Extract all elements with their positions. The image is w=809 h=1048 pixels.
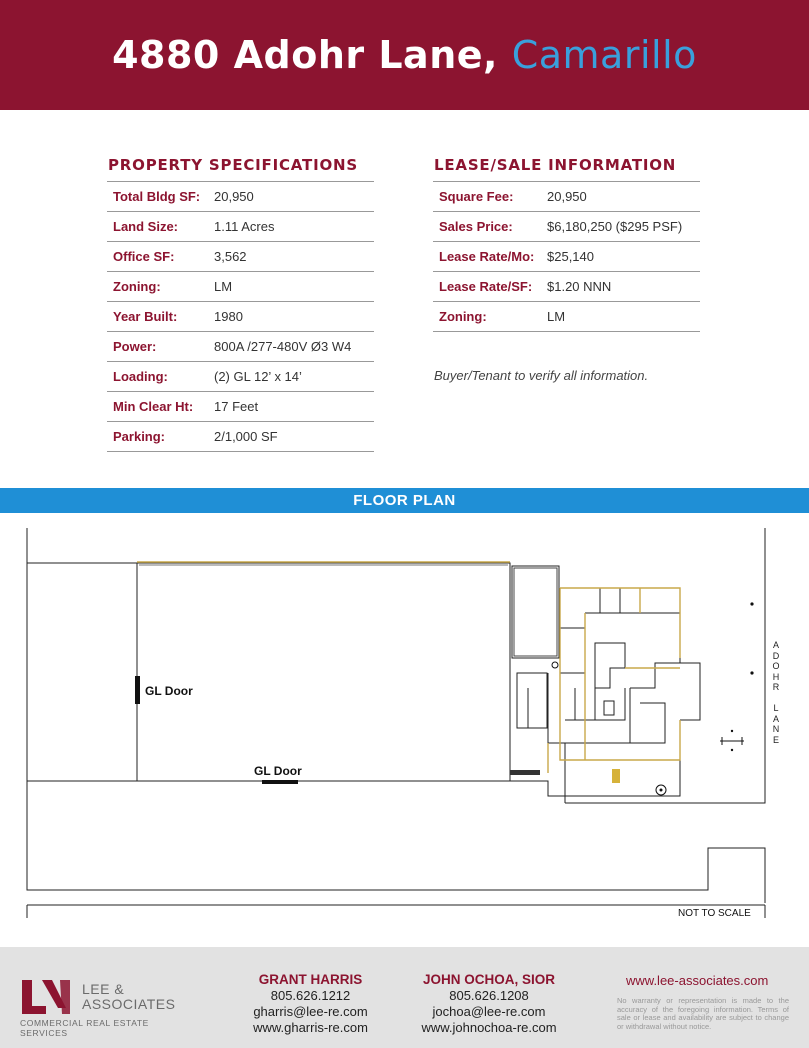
legal-disclaimer: No warranty or representation is made to the accuracy of the foregoing information. Terms of sale or lease and availability are subject to change or withdrawal without notice. xyxy=(617,996,789,1031)
office-marker xyxy=(612,769,620,783)
logo-line2: ASSOCIATES xyxy=(82,996,176,1012)
spec-label: Loading: xyxy=(113,369,168,384)
gl-door-west-label: GL Door xyxy=(145,684,193,698)
spec-value: 800A /277-480V Ø3 W4 xyxy=(214,339,352,354)
lease-value: $6,180,250 ($295 PSF) xyxy=(547,219,683,234)
lease-sale-table xyxy=(433,181,700,332)
site-boundary-line xyxy=(27,528,765,903)
spec-row xyxy=(107,272,374,302)
spec-row xyxy=(107,302,374,332)
agent-email[interactable]: gharris@lee-re.com xyxy=(253,1004,368,1019)
warehouse-shell xyxy=(137,563,510,781)
property-specs-title: PROPERTY SPECIFICATIONS xyxy=(108,156,358,174)
logo-line1: LEE & xyxy=(82,981,125,997)
lease-row xyxy=(433,302,700,332)
agent-website[interactable]: www.gharris-re.com xyxy=(253,1020,368,1035)
reception-room xyxy=(565,760,680,796)
street-label: A D O H R L A N E xyxy=(772,640,780,745)
spec-row xyxy=(107,392,374,422)
verify-note: Buyer/Tenant to verify all information. xyxy=(434,368,649,383)
agent-card-john xyxy=(408,972,570,1036)
gl-door-south-mark xyxy=(262,780,298,784)
lease-value: LM xyxy=(547,309,566,324)
spec-value: 1980 xyxy=(214,309,243,324)
property-specs-table xyxy=(107,181,374,452)
spec-value: 17 Feet xyxy=(214,399,259,414)
gl-door-west-mark xyxy=(135,676,140,704)
lease-value: 20,950 xyxy=(547,189,587,204)
lease-value: $1.20 NNN xyxy=(547,279,612,294)
floor-plan-bar: FLOOR PLAN xyxy=(0,488,809,513)
spec-label: Total Bldg SF: xyxy=(113,189,201,204)
spec-label: Power: xyxy=(113,339,157,354)
city-text: Camarillo xyxy=(511,33,697,77)
logo-mark-icon xyxy=(20,978,80,1016)
page-header xyxy=(0,0,809,110)
page-title xyxy=(112,33,697,77)
floor-plan-drawing xyxy=(0,513,809,943)
lease-sale-title: LEASE/SALE INFORMATION xyxy=(434,156,677,174)
lee-associates-logo[interactable] xyxy=(20,978,195,1038)
lease-label: Sales Price: xyxy=(439,219,513,234)
spec-label: Parking: xyxy=(113,429,166,444)
agent-name: GRANT HARRIS xyxy=(258,972,363,987)
agent-phone[interactable]: 805.626.1208 xyxy=(449,988,529,1003)
company-website-link[interactable]: www.lee-associates.com xyxy=(626,973,769,988)
spec-label: Zoning: xyxy=(113,279,161,294)
lease-label: Lease Rate/SF: xyxy=(439,279,533,294)
office-outline xyxy=(137,562,680,773)
spec-value: LM xyxy=(214,279,233,294)
floor-plan xyxy=(0,513,809,943)
spec-label: Year Built: xyxy=(113,309,178,324)
scale-note: NOT TO SCALE xyxy=(678,908,751,919)
lease-label: Square Fee: xyxy=(439,189,514,204)
gl-door-south-label: GL Door xyxy=(254,764,302,778)
lease-label: Zoning: xyxy=(439,309,487,324)
agent-card-grant xyxy=(238,972,383,1036)
spec-value: (2) GL 12’ x 14’ xyxy=(214,369,302,384)
address-text: 4880 Adohr Lane, xyxy=(112,33,498,77)
spec-row xyxy=(107,182,374,212)
spec-value: 2/1,000 SF xyxy=(214,429,278,444)
agent-email[interactable]: jochoa@lee-re.com xyxy=(432,1004,546,1019)
lease-row xyxy=(433,242,700,272)
spec-label: Land Size: xyxy=(113,219,179,234)
spec-value: 20,950 xyxy=(214,189,254,204)
agent-name: JOHN OCHOA, SIOR xyxy=(422,972,555,987)
spec-row xyxy=(107,362,374,392)
spec-row xyxy=(107,242,374,272)
spec-row xyxy=(107,422,374,452)
spec-row xyxy=(107,212,374,242)
storage-room xyxy=(512,566,559,658)
spec-label: Min Clear Ht: xyxy=(113,399,194,414)
lease-row xyxy=(433,212,700,242)
agent-website[interactable]: www.johnochoa-re.com xyxy=(421,1020,557,1035)
agent-phone[interactable]: 805.626.1212 xyxy=(270,988,351,1003)
spec-value: 3,562 xyxy=(214,249,247,264)
lease-label: Lease Rate/Mo: xyxy=(439,249,535,264)
lease-row xyxy=(433,182,700,212)
warehouse-west-wall xyxy=(27,563,137,781)
spec-value: 1.11 Acres xyxy=(214,219,275,234)
spec-row xyxy=(107,332,374,362)
logo-tagline: COMMERCIAL REAL ESTATE SERVICES xyxy=(20,1018,149,1038)
lease-value: $25,140 xyxy=(547,249,594,264)
lease-row xyxy=(433,272,700,302)
spec-label: Office SF: xyxy=(113,249,175,264)
